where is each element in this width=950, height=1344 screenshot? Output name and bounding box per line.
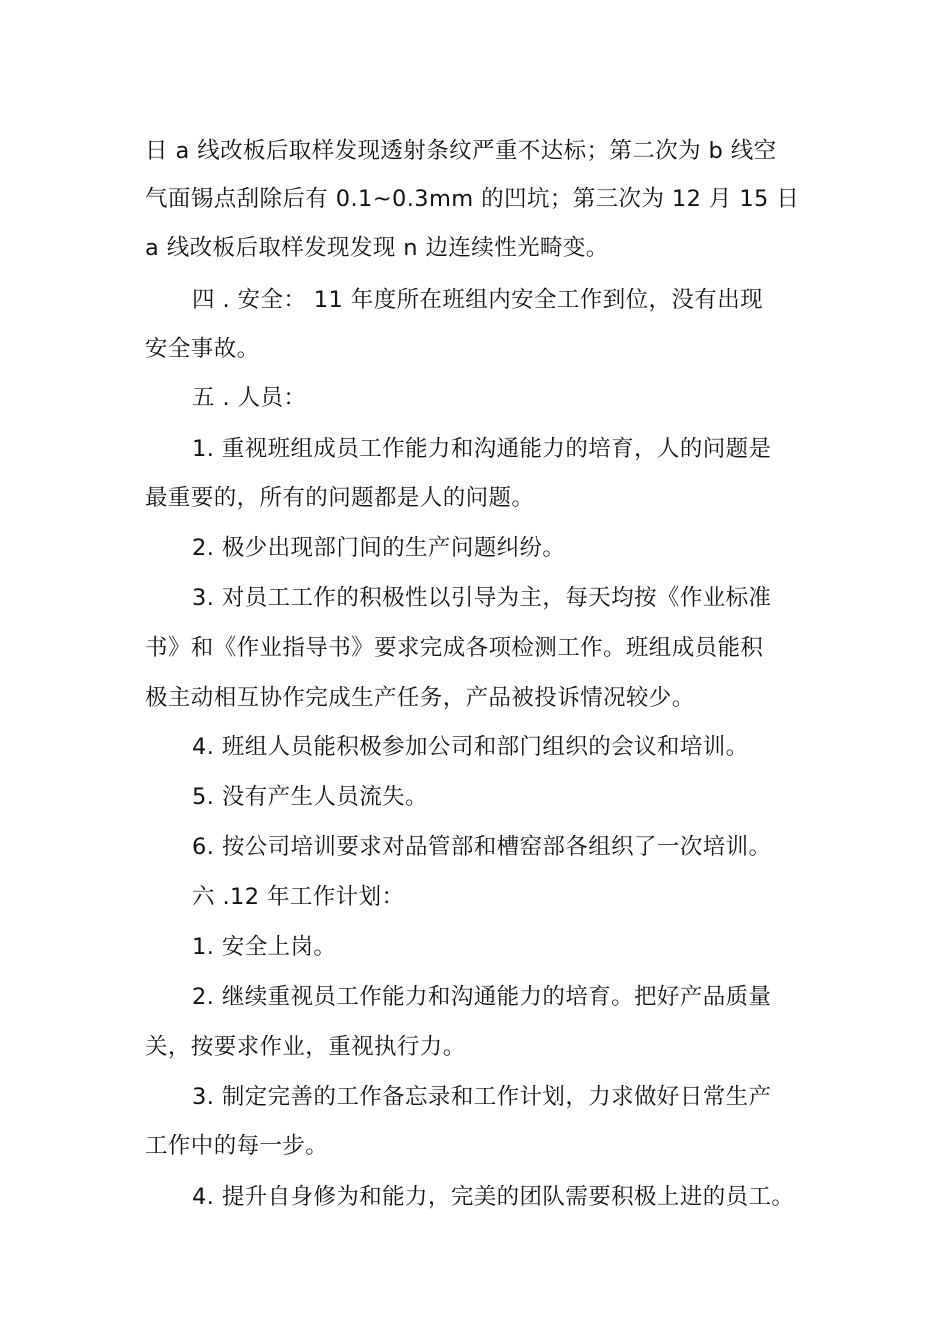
list-item: 2. 极少出现部门间的生产问题纠纷。 bbox=[192, 535, 566, 561]
text-line: 工作中的每一步。 bbox=[145, 1133, 329, 1159]
section-heading-plan: 六 .12 年工作计划： bbox=[192, 884, 405, 910]
text-line: 日 a 线改板后取样发现透射条纹严重不达标；第二次为 b 线空 bbox=[145, 138, 777, 164]
text-line: 安全事故。 bbox=[145, 336, 260, 362]
list-item: 4. 班组人员能积极参加公司和部门组织的会议和培训。 bbox=[192, 734, 749, 760]
text-line: 最重要的，所有的问题都是人的问题。 bbox=[145, 485, 535, 511]
section-heading-safety: 四 . 安全： 11 年度所在班组内安全工作到位，没有出现 bbox=[192, 287, 763, 313]
text-line: 关，按要求作业，重视执行力。 bbox=[145, 1034, 466, 1060]
list-item: 4. 提升自身修为和能力，完美的团队需要积极上进的员工。 bbox=[192, 1184, 795, 1210]
list-item: 3. 对员工工作的积极性以引导为主，每天均按《作业标准 bbox=[192, 585, 772, 611]
list-item: 1. 安全上岗。 bbox=[192, 934, 337, 960]
text-line: 极主动相互协作完成生产任务，产品被投诉情况较少。 bbox=[145, 685, 695, 711]
list-item: 3. 制定完善的工作备忘录和工作计划，力求做好日常生产 bbox=[192, 1084, 772, 1110]
list-item: 5. 没有产生人员流失。 bbox=[192, 784, 428, 810]
text-line: a 线改板后取样发现发现 n 边连续性光畸变。 bbox=[145, 235, 609, 261]
list-item: 1. 重视班组成员工作能力和沟通能力的培育，人的问题是 bbox=[192, 436, 772, 462]
text-line: 书》和《作业指导书》要求完成各项检测工作。班组成员能积 bbox=[145, 635, 764, 661]
section-heading-personnel: 五 . 人员： bbox=[192, 385, 307, 411]
text-line: 气面锡点刮除后有 0.1~0.3mm 的凹坑；第三次为 12 月 15 日 bbox=[145, 186, 800, 212]
list-item: 2. 继续重视员工作能力和沟通能力的培育。把好产品质量 bbox=[192, 984, 772, 1010]
list-item: 6. 按公司培训要求对品管部和槽窑部各组织了一次培训。 bbox=[192, 834, 772, 860]
